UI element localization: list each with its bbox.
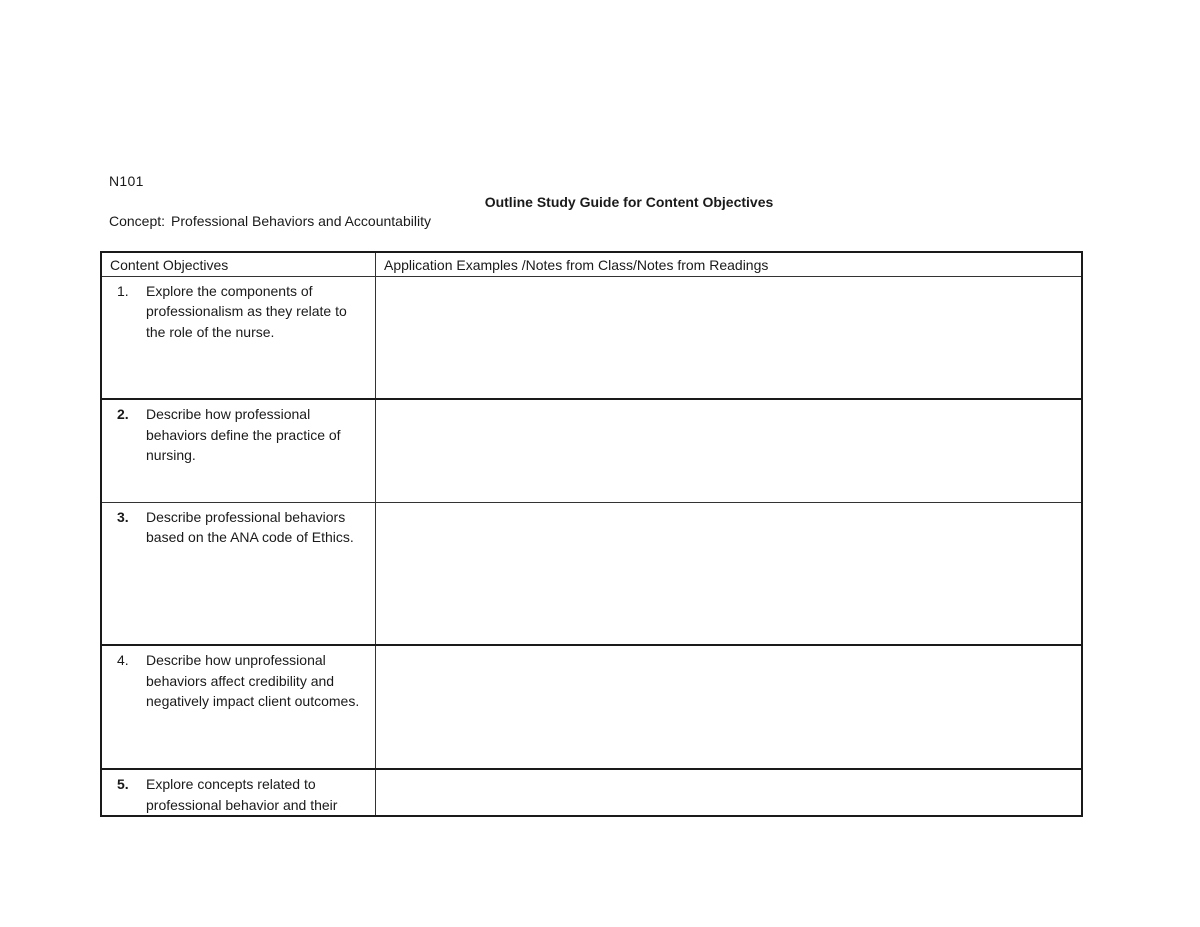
table-row	[101, 645, 1082, 769]
objective-number: 4.	[117, 652, 129, 668]
objective-cell	[101, 502, 376, 645]
column-header-notes: Application Examples /Notes from Class/Notes from Readings	[376, 252, 1083, 276]
objective-number: 5.	[117, 776, 129, 792]
objective-cell	[101, 399, 376, 502]
document-title: Outline Study Guide for Content Objectives	[484, 194, 774, 210]
table-header-row	[101, 252, 1082, 276]
table-row	[101, 276, 1082, 399]
objective-text: Explore the components of professionalism as they relate to the role of the nurse.	[146, 282, 347, 340]
objective-number: 1.	[117, 282, 129, 299]
objective-text: Describe professional behaviors based on the ANA code of Ethics.	[146, 508, 354, 545]
objective-text: Describe how professional behaviors define the practice of nursing.	[146, 406, 341, 463]
column-header-objectives: Content Objectives	[101, 252, 376, 276]
objective-cell	[101, 276, 376, 399]
objective-cell	[101, 769, 376, 816]
objective-cell	[101, 645, 376, 769]
objectives-table	[100, 251, 1083, 817]
notes-cell[interactable]	[376, 502, 1083, 645]
concept-line	[109, 213, 431, 229]
concept-label: Concept:	[109, 213, 166, 229]
notes-cell[interactable]	[376, 399, 1083, 502]
course-code: N101	[109, 173, 144, 189]
notes-cell[interactable]	[376, 645, 1083, 769]
objective-number: 2.	[117, 406, 129, 422]
notes-cell[interactable]	[376, 769, 1083, 816]
objective-text: Describe how unprofessional behaviors affect credibility and negatively impact client outcomes.	[146, 652, 360, 709]
objective-text: Explore concepts related to professional behavior and their	[146, 776, 338, 813]
concept-value: Professional Behaviors and Accountability	[171, 213, 431, 229]
table-row	[101, 502, 1082, 645]
notes-cell[interactable]	[376, 276, 1083, 399]
table-row	[101, 769, 1082, 816]
table-row	[101, 399, 1082, 502]
objective-number: 3.	[117, 508, 129, 525]
